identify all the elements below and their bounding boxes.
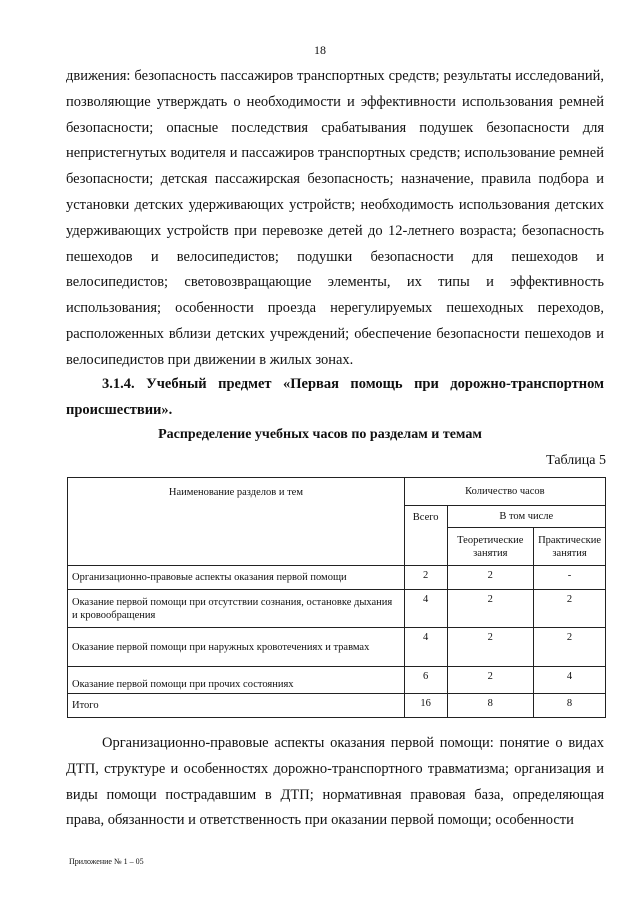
row-practice: - — [534, 566, 606, 590]
section-heading: 3.1.4. Учебный предмет «Первая помощь при дорожно-транспортном происшествии». — [66, 376, 604, 418]
row-name: Итого — [68, 694, 405, 718]
row-practice: 4 — [534, 667, 606, 694]
table-row — [68, 628, 606, 667]
row-total: 6 — [404, 667, 447, 694]
body-paragraph-bottom: Организационно-правовые аспекты оказания первой помощи: понятие о видах ДТП, структуре и особенностях дорожно-транспортного травматизма; организация и виды помощи пострадавшим в ДТП; нормативная правовая база, определяющая права, обязанности и ответственность при оказании первой помощи; особенности — [66, 735, 604, 829]
header-including: В том числе — [447, 506, 605, 528]
header-hours: Количество часов — [404, 478, 605, 506]
row-total: 16 — [404, 694, 447, 718]
row-theory: 8 — [447, 694, 534, 718]
table-label: Таблица 5 — [546, 453, 606, 468]
table-row — [68, 590, 606, 628]
row-theory: 2 — [447, 667, 534, 694]
header-practice: Практические занятия — [534, 528, 606, 566]
row-name: Оказание первой помощи при отсутствии сознания, остановке дыхания и кровообращения — [68, 590, 405, 628]
page-number: 18 — [314, 43, 326, 57]
row-name: Оказание первой помощи при наружных кровотечениях и травмах — [68, 628, 405, 667]
table-heading: Распределение учебных часов по разделам и темам — [158, 427, 482, 442]
hours-table — [67, 477, 606, 718]
row-total: 4 — [404, 628, 447, 667]
header-name: Наименование разделов и тем — [68, 478, 405, 566]
row-practice: 2 — [534, 590, 606, 628]
header-theory: Теоретические занятия — [447, 528, 534, 566]
row-theory: 2 — [447, 628, 534, 667]
row-practice: 8 — [534, 694, 606, 718]
row-theory: 2 — [447, 590, 534, 628]
table-row-total — [68, 694, 606, 718]
row-total: 4 — [404, 590, 447, 628]
header-total: Всего — [404, 506, 447, 566]
footer-note: Приложение № 1 – 05 — [69, 857, 144, 866]
row-practice: 2 — [534, 628, 606, 667]
row-name: Организационно-правовые аспекты оказания первой помощи — [68, 566, 405, 590]
table-row — [68, 566, 606, 590]
row-total: 2 — [404, 566, 447, 590]
row-theory: 2 — [447, 566, 534, 590]
row-name: Оказание первой помощи при прочих состояниях — [68, 667, 405, 694]
table-row — [68, 667, 606, 694]
body-paragraph-top: движения: безопасность пассажиров транспортных средств; результаты исследований, позволяющие утверждать о необходимости и эффективности использования ремней безопасности; опасные последствия срабатывания подушек безопасности для непристегнутых водителя и пассажиров транспортных средств; использование ремней безопасности; детская пассажирская безопасность; назначение, правила подбора и установки детских удерживающих устройств; необходимость использования детских удерживающих устройств при перевозке детей до 12-летнего возраста; безопасность пешеходов и велосипедистов; подушки безопасности для пешеходов и велосипедистов; световозвращающие элементы, их типы и эффективность использования; особенности проезда нерегулируемых пешеходных переходов, расположенных вблизи детских учреждений; обеспечение безопасности пешеходов и велосипедистов при движении в жилых зонах. — [66, 68, 604, 368]
